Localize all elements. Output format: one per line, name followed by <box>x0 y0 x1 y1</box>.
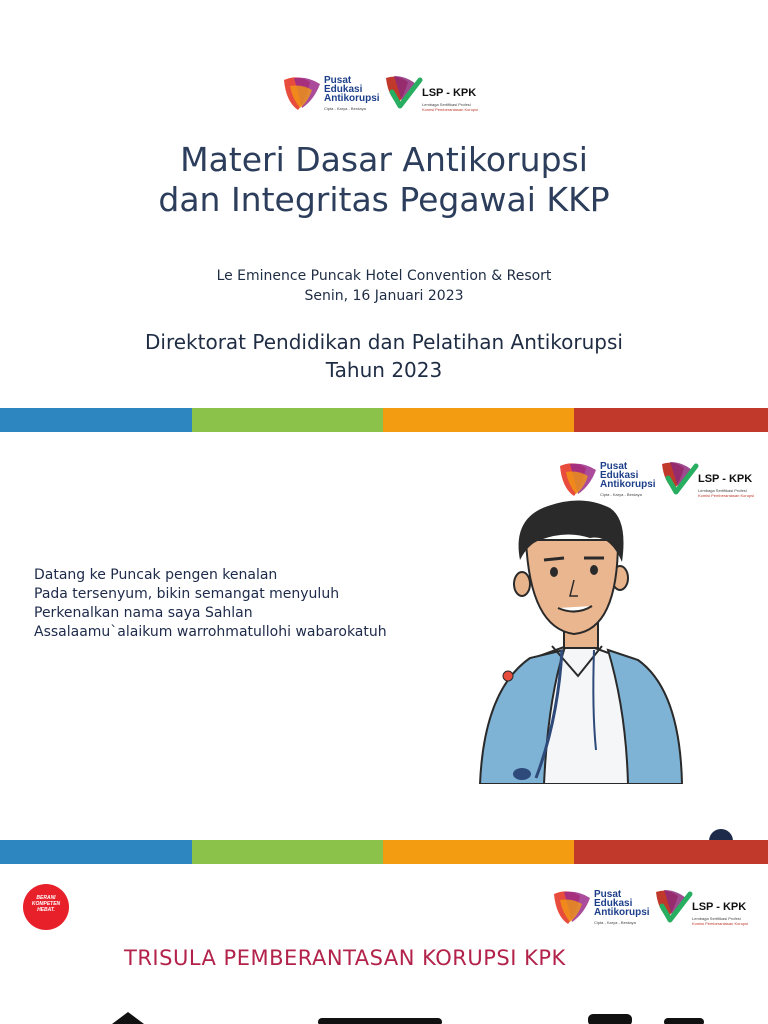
stripe-red <box>574 408 768 432</box>
color-stripe-2 <box>0 840 768 864</box>
year-text: Tahun 2023 <box>325 358 443 382</box>
stripe-red <box>574 840 768 864</box>
pusat-edukasi-logo-text: Pusat Edukasi Antikorupsi <box>594 889 650 918</box>
lsp-kpk-sub1: Lembaga Sertifikasi Profesi <box>698 488 747 493</box>
lsp-kpk-name: LSP - KPK <box>692 901 747 913</box>
lsp-kpk-sub1: Lembaga Sertifikasi Profesi <box>422 102 471 107</box>
lsp-kpk-emblem-icon <box>384 72 424 112</box>
lsp-kpk-emblem-icon <box>654 886 694 926</box>
slide3-partial-graphics <box>0 1008 768 1024</box>
date-text: Senin, 16 Januari 2023 <box>304 288 464 304</box>
logo-group-slide3 <box>550 886 764 930</box>
pusat-edukasi-emblem-icon <box>280 72 324 112</box>
greeting-verse <box>34 566 387 642</box>
lsp-kpk-logo <box>654 886 764 930</box>
pusat-edukasi-logo <box>550 886 660 930</box>
logo-group-slide2 <box>556 458 768 502</box>
stripe-green <box>192 408 383 432</box>
title-line-2: dan Integritas Pegawai KKP <box>158 180 610 219</box>
slide1-venue <box>0 266 768 306</box>
stripe-orange <box>383 840 574 864</box>
trisula-heading: TRISULA PEMBERANTASAN KORUPSI KPK <box>124 946 566 970</box>
verse-line-4: Assalaamu`alaikum warrohmatullohi wabarokatuh <box>34 624 387 640</box>
verse-line-1: Datang ke Puncak pengen kenalan <box>34 567 278 583</box>
venue-text: Le Eminence Puncak Hotel Convention & Resort <box>216 268 552 284</box>
lsp-kpk-sub1: Lembaga Sertifikasi Profesi <box>692 916 741 921</box>
pusat-edukasi-logo <box>280 72 390 116</box>
lsp-kpk-logo <box>384 72 494 116</box>
lsp-kpk-sub2: Komisi Pemberantasan Korupsi <box>422 107 479 112</box>
pusat-edukasi-tagline: Cipta - Karya - Berdaya <box>594 920 636 925</box>
pusat-edukasi-emblem-icon <box>550 886 594 926</box>
pusat-edukasi-logo-text: Pusat Edukasi Antikorupsi <box>600 461 656 490</box>
presenter-illustration <box>478 500 688 784</box>
lsp-kpk-sub2: Komisi Pemberantasan Korupsi <box>692 921 749 926</box>
directorate-text: Direktorat Pendidikan dan Pelatihan Antikorupsi <box>145 330 623 354</box>
title-line-1: Materi Dasar Antikorupsi <box>180 140 588 179</box>
logo-group-slide1 <box>280 72 494 116</box>
color-stripe-1 <box>0 408 768 432</box>
verse-line-2: Pada tersenyum, bikin semangat menyuluh <box>34 586 340 602</box>
stripe-blue <box>0 408 192 432</box>
slide1-title <box>0 140 768 220</box>
stripe-orange <box>383 408 574 432</box>
lsp-kpk-name: LSP - KPK <box>698 473 753 485</box>
berani-kompeten-badge: BERANI KOMPETEN HEBAT. <box>23 884 69 930</box>
verse-line-3: Perkenalkan nama saya Sahlan <box>34 605 253 621</box>
lsp-kpk-emblem-icon <box>660 458 700 498</box>
lsp-kpk-sub2: Komisi Pemberantasan Korupsi <box>698 493 755 498</box>
lsp-kpk-name: LSP - KPK <box>422 87 477 99</box>
stripe-green <box>192 840 383 864</box>
stripe-blue <box>0 840 192 864</box>
pusat-edukasi-emblem-icon <box>556 458 600 498</box>
pusat-edukasi-logo <box>556 458 666 502</box>
pusat-edukasi-tagline: Cipta - Karya - Berdaya <box>600 492 642 497</box>
slide1-directorate <box>0 328 768 384</box>
lsp-kpk-logo <box>660 458 768 502</box>
pusat-edukasi-tagline: Cipta - Karya - Berdaya <box>324 106 366 111</box>
pusat-edukasi-logo-text: Pusat Edukasi Antikorupsi <box>324 75 380 104</box>
